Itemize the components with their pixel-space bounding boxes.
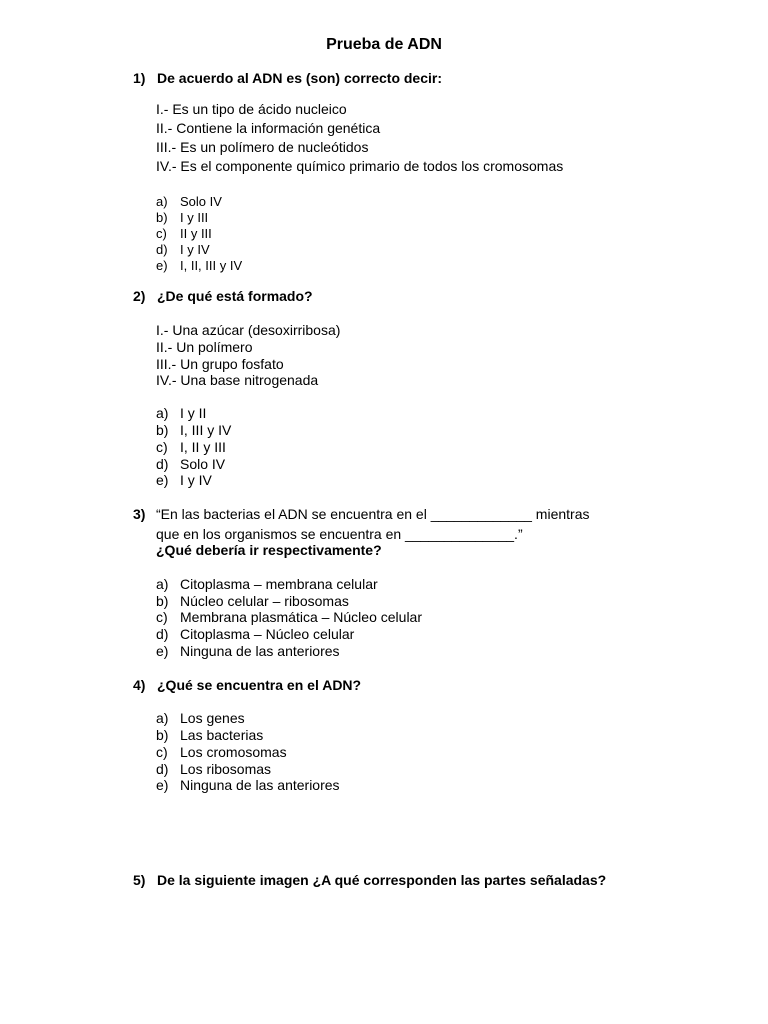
option-letter: d) [156, 626, 169, 642]
answer-option [156, 744, 287, 760]
question-4-heading [133, 677, 361, 693]
answer-option [156, 576, 378, 592]
statement: III.- Es un polímero de nucleótidos [156, 139, 369, 155]
option-text: Membrana plasmática – Núcleo celular [180, 609, 422, 625]
option-letter: e) [156, 472, 169, 488]
option-text: Las bacterias [180, 727, 264, 743]
answer-option [156, 761, 271, 777]
answer-option [156, 472, 212, 488]
option-text: Núcleo celular – ribosomas [180, 593, 349, 609]
answer-option [156, 593, 349, 609]
option-letter: c) [156, 439, 168, 455]
question-2-heading [133, 288, 313, 304]
page-title: Prueba de ADN [326, 36, 442, 53]
statement: IV.- Es el componente químico primario de todos los cromosomas [156, 158, 564, 174]
answer-option [156, 710, 245, 726]
question-3-line-2: que en los organismos se encuentra en ______________.” [156, 526, 523, 542]
question-3-prompt: ¿Qué debería ir respectivamente? [156, 542, 382, 558]
option-letter: b) [156, 422, 169, 438]
answer-option [156, 405, 206, 421]
option-text: Solo IV [180, 456, 226, 472]
option-letter: e) [156, 777, 169, 793]
option-letter: e) [156, 258, 168, 273]
question-number: 5) [133, 872, 146, 888]
option-letter: b) [156, 210, 168, 225]
option-text: I y II [180, 405, 207, 421]
option-text: Los ribosomas [180, 761, 272, 777]
question-5-heading [133, 872, 606, 888]
option-letter: c) [156, 609, 168, 625]
option-text: I y III [180, 210, 209, 225]
answer-option [156, 626, 354, 642]
question-number: 1) [133, 70, 146, 86]
option-letter: d) [156, 242, 168, 257]
question-3-number [133, 506, 157, 522]
question-number: 3) [133, 506, 146, 522]
statement: II.- Un polímero [156, 339, 253, 355]
answer-option [156, 643, 340, 659]
option-text: Los cromosomas [180, 744, 287, 760]
option-text: Citoplasma – Núcleo celular [180, 626, 355, 642]
question-text: De la siguiente imagen ¿A qué corresponden las partes señaladas? [157, 872, 607, 888]
statement: I.- Una azúcar (desoxirribosa) [156, 322, 341, 338]
option-letter: c) [156, 226, 167, 241]
option-letter: d) [156, 761, 169, 777]
option-text: Solo IV [180, 194, 222, 209]
question-3-line-1: “En las bacterias el ADN se encuentra en el _____________ mientras [156, 506, 590, 522]
option-letter: b) [156, 593, 169, 609]
option-letter: a) [156, 194, 168, 209]
statement: III.- Un grupo fosfato [156, 356, 284, 372]
question-number: 2) [133, 288, 146, 304]
option-text: Ninguna de las anteriores [180, 777, 340, 793]
option-letter: a) [156, 405, 169, 421]
option-letter: a) [156, 710, 169, 726]
answer-option [156, 609, 422, 625]
option-text: Los genes [180, 710, 245, 726]
answer-option [156, 258, 242, 273]
question-text: ¿De qué está formado? [157, 288, 313, 304]
question-text: ¿Qué se encuentra en el ADN? [157, 677, 362, 693]
option-text: I y IV [180, 472, 212, 488]
option-text: Ninguna de las anteriores [180, 643, 340, 659]
option-letter: d) [156, 456, 169, 472]
option-text: Citoplasma – membrana celular [180, 576, 378, 592]
statement: I.- Es un tipo de ácido nucleico [156, 101, 347, 117]
option-text: I, II y III [180, 439, 226, 455]
answer-option [156, 727, 263, 743]
option-letter: b) [156, 727, 169, 743]
answer-option [156, 226, 212, 241]
option-letter: c) [156, 744, 168, 760]
option-letter: a) [156, 576, 169, 592]
option-text: I, III y IV [180, 422, 232, 438]
answer-option [156, 439, 226, 455]
answer-option [156, 210, 208, 225]
statement: II.- Contiene la información genética [156, 120, 381, 136]
answer-option [156, 194, 222, 209]
option-text: I y IV [180, 242, 210, 257]
answer-option [156, 777, 340, 793]
option-text: II y III [180, 226, 212, 241]
option-letter: e) [156, 643, 169, 659]
question-number: 4) [133, 677, 146, 693]
question-1-heading [133, 70, 442, 86]
option-text: I, II, III y IV [180, 258, 243, 273]
answer-option [156, 242, 210, 257]
question-text: De acuerdo al ADN es (son) correcto decir: [157, 70, 443, 86]
answer-option [156, 456, 225, 472]
answer-option [156, 422, 231, 438]
statement: IV.- Una base nitrogenada [156, 372, 319, 388]
